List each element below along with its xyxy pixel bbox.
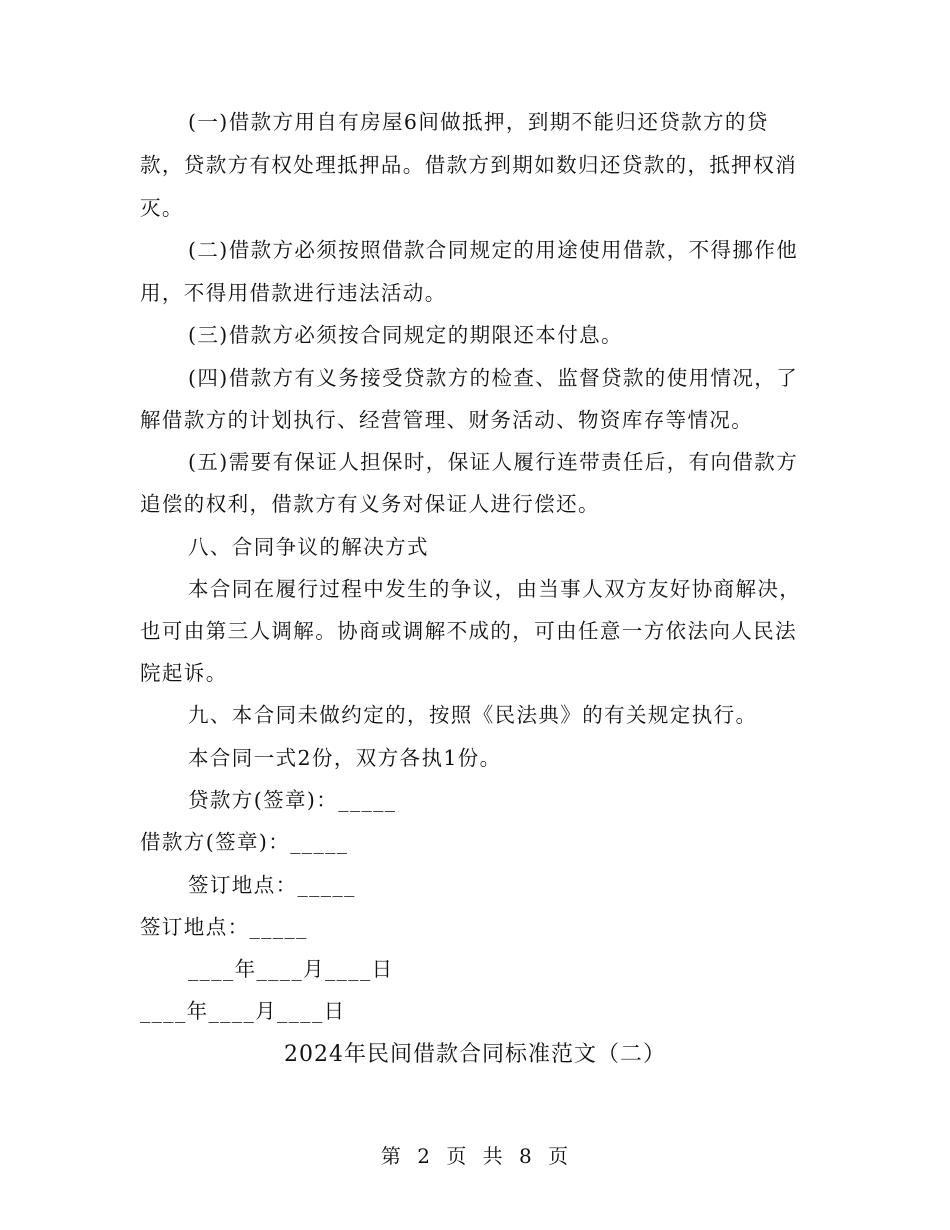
document-title: 2024年民间借款合同标准范文（二） — [284, 1042, 666, 1067]
signing-place-line: 签订地点：_____ — [140, 915, 308, 939]
paragraph-line: (四)借款方有义务接受贷款方的检查、监督贷款的使用情况，了 — [188, 366, 799, 390]
paragraph-line: 也可由第三人调解。协商或调解不成的，可由任意一方依法向人民法 — [140, 619, 797, 643]
date-line: ____年____月____日 — [140, 999, 346, 1023]
signature-line-borrower: 借款方(签章)：_____ — [140, 830, 349, 854]
section-heading: 九、本合同未做约定的，按照《民法典》的有关规定执行。 — [188, 703, 758, 727]
paragraph-line: (五)需要有保证人担保时，保证人履行连带责任后，有向借款方 — [188, 450, 799, 474]
paragraph-line: (二)借款方必须按照借款合同规定的用途使用借款，不得挪作他 — [188, 238, 799, 262]
section-heading: 八、合同争议的解决方式 — [188, 535, 429, 559]
paragraph-line: (一)借款方用自有房屋6间做抵押，到期不能归还贷款方的贷 — [188, 110, 769, 134]
paragraph-line: 用，不得用借款进行违法活动。 — [140, 281, 447, 305]
paragraph-line: 款，贷款方有权处理抵押品。借款方到期如数归还贷款的，抵押权消 — [140, 153, 797, 177]
paragraph-line: (三)借款方必须按合同规定的期限还本付息。 — [188, 323, 623, 347]
paragraph-line: 解借款方的计划执行、经营管理、财务活动、物资库存等情况。 — [140, 408, 754, 432]
paragraph-line: 本合同在履行过程中发生的争议，由当事人双方友好协商解决， — [188, 577, 802, 601]
page-footer: 第 2 页 共 8 页 — [380, 1144, 570, 1168]
paragraph-line: 追偿的权利，借款方有义务对保证人进行偿还。 — [140, 492, 600, 516]
signing-place-line: 签订地点：_____ — [188, 873, 356, 897]
paragraph-line: 院起诉。 — [140, 661, 228, 685]
date-line: ____年____月____日 — [188, 957, 394, 981]
paragraph-line: 本合同一式2份，双方各执1份。 — [188, 746, 502, 770]
paragraph-line: 灭。 — [140, 196, 184, 220]
signature-line-lender: 贷款方(签章)：_____ — [188, 788, 397, 812]
